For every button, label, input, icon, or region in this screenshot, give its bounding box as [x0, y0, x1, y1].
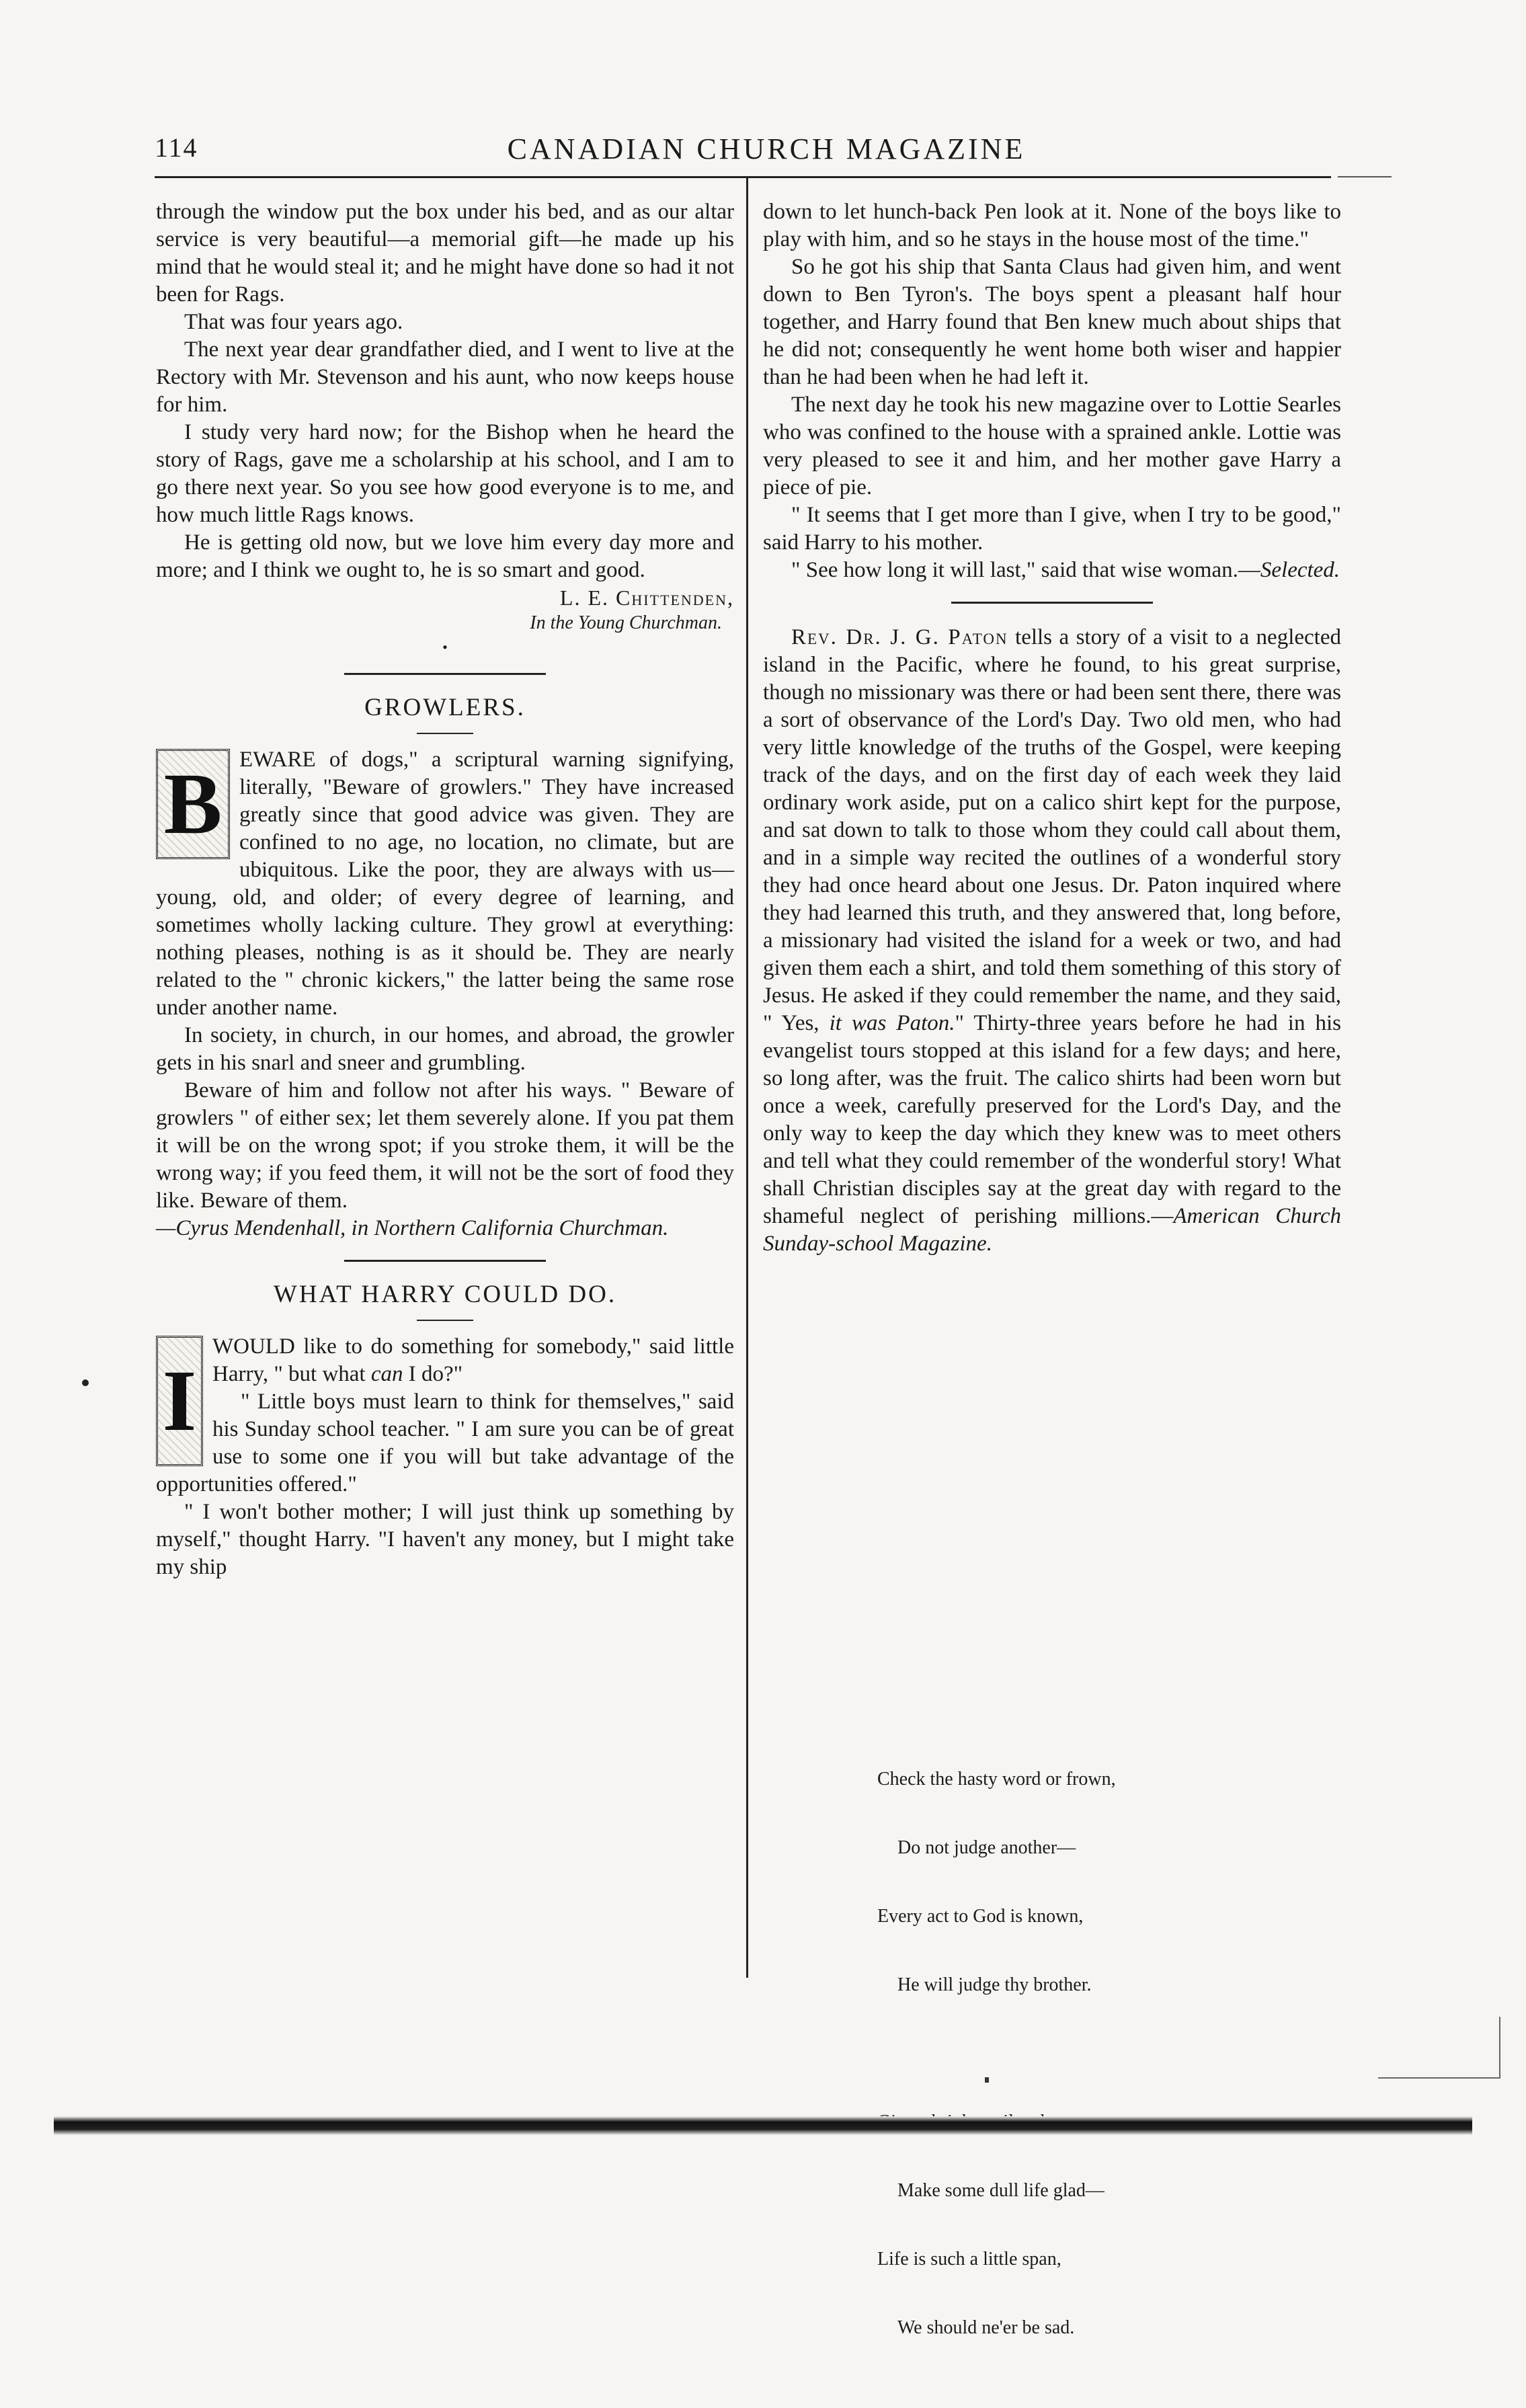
story-paragraph: He is getting old now, but we love him every day more and more; and I think we ought to, he is so smart and good. — [156, 530, 734, 582]
harry-paragraph: So he got his ship that Santa Claus had given him, and went down to Ben Tyron's. The boys spent a pleasant half hour together, and Harry found that Ben knew much about ships that he did not; consequently he went home both wiser and happier than he had been when he had left it. — [763, 255, 1341, 389]
poem-line: Life is such a little span, — [877, 2249, 1061, 2270]
paton-lead: Rev. Dr. J. G. Paton — [791, 625, 1008, 649]
harry-article — [156, 1333, 734, 1498]
margin-mark — [82, 1379, 89, 1386]
poem-line: Check the hasty word or frown, — [877, 1769, 1116, 1790]
poem-stanza — [877, 1722, 1136, 2042]
poem-line: Make some dull life glad— — [897, 2180, 1105, 2201]
growlers-heading: GROWLERS. — [364, 694, 526, 721]
heading-underline — [417, 1320, 473, 1321]
poem-stanza — [877, 2065, 1136, 2385]
selected-source: Selected. — [1260, 558, 1340, 582]
poem-line: Do not judge another— — [897, 1837, 1076, 1858]
section-separator — [344, 673, 546, 675]
harry-heading: WHAT HARRY COULD DO. — [273, 1281, 617, 1308]
growlers-paragraph: In society, in church, in our homes, and abroad, the growler gets in his snarl and sneer and grumbling. — [156, 1023, 734, 1075]
margin-mark — [985, 2077, 989, 2083]
column-divider — [746, 176, 748, 1978]
story-paragraph: That was four years ago. — [184, 310, 403, 334]
story-paragraph: through the window put the box under his bed, and as our altar service is very beautiful—a memorial gift—he made up his mind that he would steal it; and he might have done so had it not been for Rags. — [156, 200, 734, 307]
harry-paragraph: " I won't bother mother; I will just think up something by myself," thought Harry. "I haven't any money, but I might take my ship — [156, 1500, 734, 1579]
magazine-title: CANADIAN CHURCH MAGAZINE — [507, 132, 1026, 165]
poem-line: He will judge thy brother. — [897, 1974, 1092, 1995]
harry-paragraph: down to let hunch-back Pen look at it. None of the boys like to play with him, and so he stays in the house most of the time." — [763, 200, 1341, 251]
harry-paragraph: WOULD like to do something for somebody," said little Harry, " but what can I do?" — [212, 1334, 734, 1386]
paton-source: American Church Sunday-school Magazine. — [763, 1204, 1342, 1256]
byline-author: L. E. Chittenden, — [559, 586, 734, 610]
paton-paragraph: Rev. Dr. J. G. Paton tells a story of a visit to a neglected island in the Pacific, where he found, to his great surprise, though no missionary was there or had been sent there, there was a sort of observance of the Lord's Day. Two old men, who had very little knowledge of the truths of the Gospel, were keeping track of the days, and on the first day of each week they laid ordinary work aside, put on a calico shirt kept for the purpose, and sat down to talk to those whom they could call about them, and in a simple way recited the outlines of a wonderful story they had once heard about one Jesus. Dr. Paton inquired where they had learned this truth, and they answered that, long before, a missionary had visited the island for a week or two, and had given them each a shirt, and told them something of this story of Jesus. He asked if they could remember the name, and they said, " Yes, it was Paton." Thirty-three years before he had in his evangelist tours stopped at this island for a few days; and here, so long after, was the fruit. The calico shirts had been worn but once a week, carefully preserved for the Lord's Day, and the only way to keep the day which they knew was to meet others and tell what they could remember of the wonderful story! What shall Christian disciples say at the great day with regard to the shameful neglect of perishing millions.—American Church Sunday-school Magazine. — [763, 625, 1342, 1256]
page-number: 114 — [155, 132, 198, 163]
left-column — [156, 198, 734, 1581]
growlers-paragraph: Beware of him and follow not after his ways. " Beware of growlers " of either sex; let them severely alone. If you pat them it will be on the wrong spot; if you stroke them, it will be the wrong way; if you feed them, it will not be the sort of food they like. Beware of them. — [156, 1078, 734, 1213]
byline-source: In the Young Churchman. — [530, 612, 722, 633]
poem-line: Every act to God is known, — [877, 1906, 1084, 1927]
harry-paragraph: " See how long it will last," said that wise woman.—Selected. — [791, 558, 1340, 582]
header-rule — [155, 176, 1331, 178]
poem-line: We should ne'er be sad. — [897, 2317, 1075, 2338]
heading-underline — [417, 733, 473, 734]
right-column — [763, 198, 1341, 1258]
drop-cap-i: I — [156, 1336, 203, 1466]
growlers-source: —Cyrus Mendenhall, in Northern California Churchman. — [156, 1216, 669, 1240]
page-header — [155, 132, 1378, 179]
harry-paragraph: The next day he took his new magazine over to Lottie Searles who was confined to the house with a sprained ankle. Lottie was very pleased to see it and him, and her mother gave Harry a piece of pie. — [763, 393, 1341, 499]
growlers-article — [156, 746, 734, 1022]
growlers-paragraph: EWARE of dogs," a scriptural warning signifying, literally, "Beware of growlers." They have increased greatly since that good advice was given. They are confined to no age, no location, no climate, but are ubiquitous. Like the poor, they are always with us—young, old, and older; of every degree of learning, and sometimes wholly lacking culture. They growl at everything: nothing pleases, nothing is as it should be. They are nearly related to the " chronic kickers," the latter being the same rose under another name. — [156, 748, 734, 1020]
corner-rule — [1499, 2017, 1500, 2079]
page-edge-bar — [54, 2116, 1472, 2135]
poem — [877, 1722, 1136, 2408]
header-rule-right — [1338, 176, 1392, 177]
story-paragraph: I study very hard now; for the Bishop when he heard the story of Rags, gave me a scholarship at his school, and I am to go there next year. So you see how good everyone is to me, and how much little Rags knows. — [156, 420, 734, 527]
ornament-dot: • — [442, 639, 448, 655]
section-separator — [344, 1260, 546, 1262]
story-paragraph: The next year dear grandfather died, and I went to live at the Rectory with Mr. Stevenson and his aunt, who now keeps house for him. — [156, 337, 734, 417]
section-separator — [951, 602, 1153, 604]
harry-paragraph: " Little boys must learn to think for themselves," said his Sunday school teacher. " I am sure you can be of great use to some one if you will but take advantage of the opportunities offered." — [156, 1390, 734, 1496]
harry-paragraph: " It seems that I get more than I give, when I try to be good," said Harry to his mother. — [763, 503, 1341, 555]
corner-rule — [1378, 2077, 1499, 2079]
drop-cap-b: B — [156, 749, 230, 859]
